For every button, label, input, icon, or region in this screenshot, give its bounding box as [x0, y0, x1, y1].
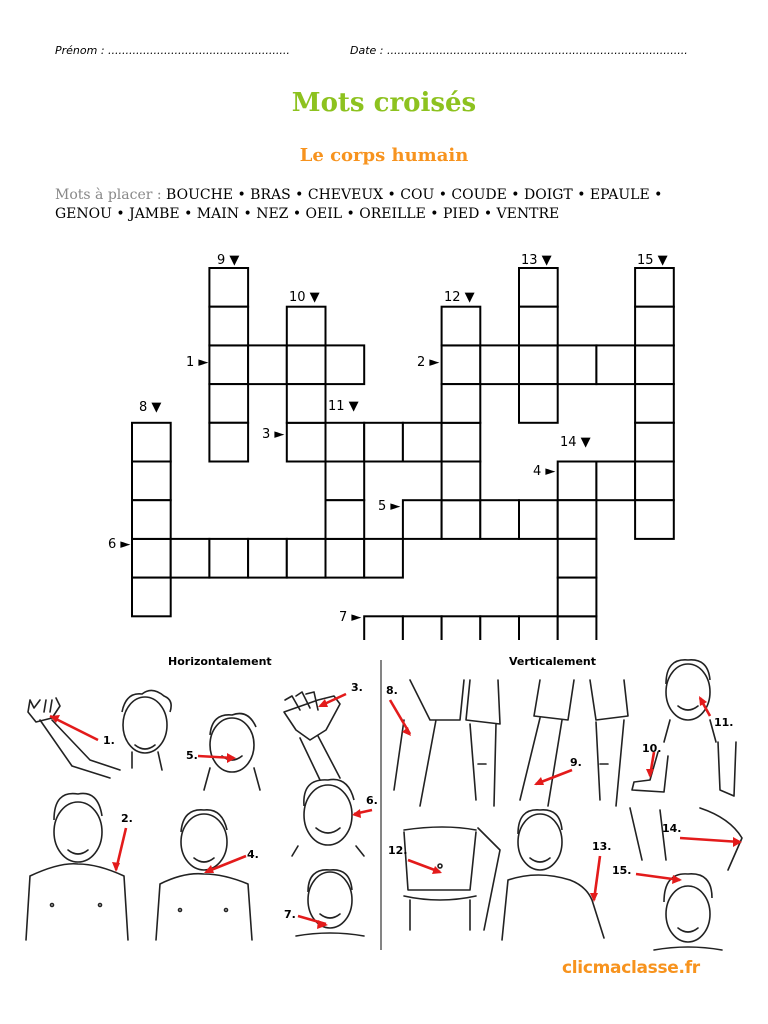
label-14: 14. — [662, 822, 682, 835]
label-4: 4. — [247, 848, 259, 861]
word-list-first: BOUCHE • BRAS • CHEVEUX • COU • COUDE • DOIGT • EPAULE • — [166, 187, 663, 203]
label-12: 12. — [388, 844, 408, 857]
illustration-face-ear — [664, 660, 716, 742]
label-8: 8. — [386, 684, 398, 697]
clue-8: 8 ▼ — [139, 400, 162, 415]
illustration-face-chin — [296, 870, 364, 936]
pointer-arrows — [50, 694, 742, 929]
clue-15: 15 ▼ — [637, 253, 668, 268]
clue-1: 1 ► — [186, 355, 209, 370]
label-6: 6. — [366, 794, 378, 807]
illustration-torso-neck — [156, 810, 252, 940]
illustration-face-hair — [654, 874, 722, 950]
page-subtitle: Le corps humain — [299, 145, 469, 166]
section-vertical: Verticalement — [509, 655, 597, 668]
label-15: 15. — [612, 864, 632, 877]
label-1: 1. — [103, 734, 115, 747]
clue-12: 12 ▼ — [444, 290, 475, 305]
clue-11: 11 ▼ — [328, 399, 359, 414]
illustration-face-mouth — [204, 714, 260, 791]
clue-7: 7 ► — [339, 610, 362, 625]
label-2: 2. — [121, 812, 133, 825]
word-list-line-2: GENOU • JAMBE • MAIN • NEZ • OEIL • OREILLE • PIED • VENTRE — [55, 206, 560, 222]
clue-5: 5 ► — [378, 499, 401, 514]
clue-13: 13 ▼ — [521, 253, 552, 268]
illustration-legs-knee — [478, 680, 628, 806]
illustration-hand — [284, 692, 340, 780]
clue-3: 3 ► — [262, 427, 285, 442]
clue-14: 14 ▼ — [560, 435, 591, 450]
label-9: 9. — [570, 756, 582, 769]
clue-10: 10 ▼ — [289, 290, 320, 305]
clue-2: 2 ► — [417, 355, 440, 370]
prenom-field: Prénom : .................................................... — [55, 44, 290, 57]
label-10: 10. — [642, 742, 662, 755]
illustration-torso-shoulder — [26, 793, 128, 940]
illustration-face-eye — [292, 779, 364, 856]
illustration-belly — [404, 827, 500, 930]
label-7: 7. — [284, 908, 296, 921]
label-3: 3. — [351, 681, 363, 694]
clicmaclasse-logo: clicmaclasse.fr — [562, 958, 700, 978]
section-horizontal: Horizontalement — [168, 655, 272, 668]
illustration-hand-wave — [28, 690, 171, 778]
word-list-label: Mots à placer : — [55, 187, 162, 203]
label-11: 11. — [714, 716, 734, 729]
date-field: Date : ...................................................................................... — [350, 44, 688, 57]
clue-4: 4 ► — [533, 464, 556, 479]
clue-6: 6 ► — [108, 537, 131, 552]
label-5: 5. — [186, 749, 198, 762]
label-13: 13. — [592, 840, 612, 853]
illustration-legs-shorts — [394, 680, 500, 806]
illustration-arm-elbow — [502, 810, 604, 940]
clue-9: 9 ▼ — [217, 253, 240, 268]
page-title: Mots croisés — [291, 88, 477, 118]
